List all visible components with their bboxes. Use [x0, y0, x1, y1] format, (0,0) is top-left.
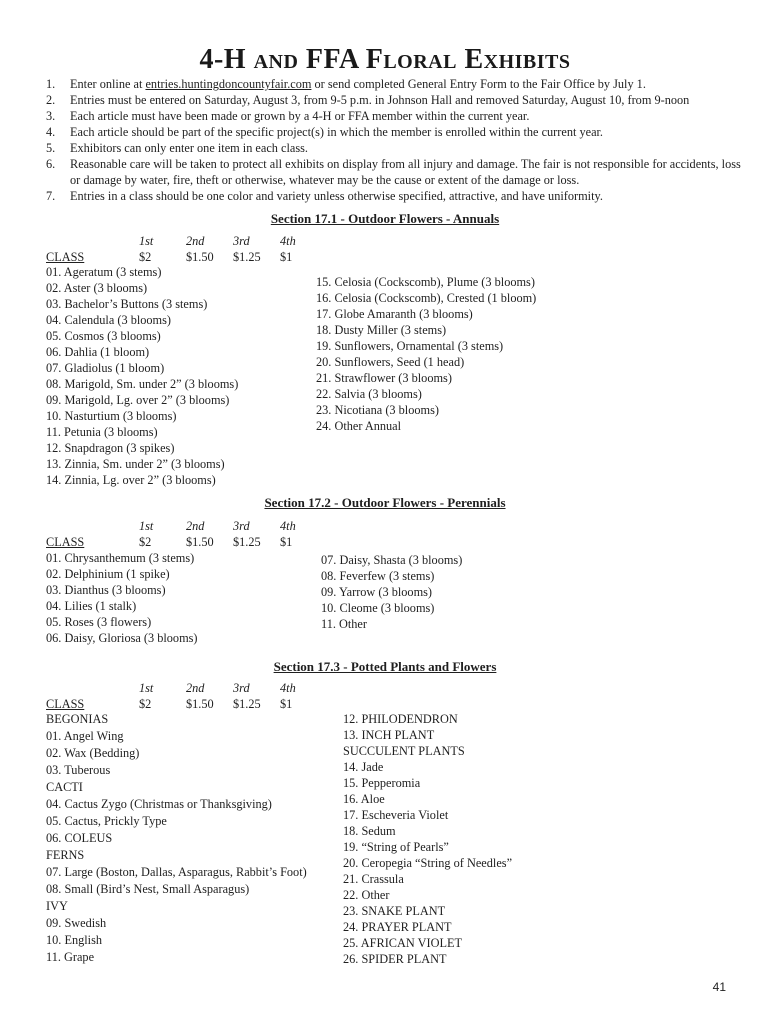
class-entry: 24. PRAYER PLANT: [343, 920, 452, 934]
class-entry: 07. Large (Boston, Dallas, Asparagus, Rabbit’s Foot): [46, 865, 307, 879]
place-label: 3rd: [233, 681, 250, 695]
class-entry: BEGONIAS: [46, 712, 109, 726]
class-label: CLASS: [46, 250, 85, 264]
class-entry: 21. Strawflower (3 blooms): [316, 371, 452, 385]
class-entry: 20. Sunflowers, Seed (1 head): [316, 355, 465, 369]
page-title: 4-H and FFA Floral Exhibits: [199, 44, 571, 75]
prize-amount: $1: [280, 535, 293, 549]
place-label: 4th: [280, 681, 296, 695]
prize-amount: $1.25: [233, 535, 261, 549]
place-label: 1st: [139, 234, 154, 248]
class-entry: 25. AFRICAN VIOLET: [343, 936, 462, 950]
class-entry: 04. Calendula (3 blooms): [46, 313, 171, 327]
class-entry: 01. Angel Wing: [46, 729, 124, 743]
class-entry: 15. Pepperomia: [343, 776, 421, 790]
rule-number: 5.: [46, 141, 56, 155]
class-entry: 22. Other: [343, 888, 390, 902]
rule-number: 1.: [46, 77, 56, 91]
class-entry: 23. SNAKE PLANT: [343, 904, 446, 918]
class-entry: 05. Roses (3 flowers): [46, 615, 152, 629]
class-entry: 09. Yarrow (3 blooms): [321, 585, 433, 599]
rule-text: Entries must be entered on Saturday, August 3, from 9-5 p.m. in Johnson Hall and removed Saturday, August 10, from 9-noon: [70, 93, 690, 107]
place-label: 4th: [280, 519, 296, 533]
class-entry: 07. Gladiolus (1 bloom): [46, 361, 165, 375]
class-entry: 11. Other: [321, 617, 367, 631]
class-entry: 04. Lilies (1 stalk): [46, 599, 137, 613]
class-list-left: [46, 711, 307, 966]
class-entry: SUCCULENT PLANTS: [343, 744, 465, 758]
class-entry: 08. Small (Bird’s Nest, Small Asparagus): [46, 882, 250, 896]
rule-number: 7.: [46, 189, 56, 203]
place-label: 3rd: [233, 519, 250, 533]
prize-amount: $2: [139, 250, 152, 264]
class-list-left: [46, 264, 238, 488]
class-entry: 21. Crassula: [343, 872, 404, 886]
rule-number: 2.: [46, 93, 56, 107]
class-entry: 06. Dahlia (1 bloom): [46, 345, 150, 359]
class-entry: 08. Marigold, Sm. under 2” (3 blooms): [46, 377, 239, 391]
prize-amount: $1: [280, 697, 293, 711]
place-label: 1st: [139, 519, 154, 533]
rule-text: Exhibitors can only enter one item in each class.: [70, 141, 309, 155]
place-label: 3rd: [233, 234, 250, 248]
class-entry: 03. Bachelor’s Buttons (3 stems): [46, 297, 208, 311]
class-entry: 11. Petunia (3 blooms): [46, 425, 158, 439]
class-entry: IVY: [46, 899, 68, 913]
rule-text: or send completed General Entry Form to the Fair Office by July 1.: [311, 77, 646, 91]
class-entry: 08. Feverfew (3 stems): [321, 569, 435, 583]
section-title-perennials: Section 17.2 - Outdoor Flowers - Perennials: [264, 495, 506, 510]
class-entry: 19. Sunflowers, Ornamental (3 stems): [316, 339, 504, 353]
class-entry: CACTI: [46, 780, 83, 794]
place-label: 2nd: [186, 519, 205, 533]
rule-text: Reasonable care will be taken to protect all exhibits on display from all injury and damage. The fair is not responsible for accidents, loss or damage by water, fire, theft or otherwise, whatever may be the cause or extent of the damage or loss.: [70, 157, 741, 187]
class-list-right: [343, 711, 512, 967]
class-entry: 18. Dusty Miller (3 stems): [316, 323, 447, 337]
place-label: 1st: [139, 681, 154, 695]
class-entry: 26. SPIDER PLANT: [343, 952, 447, 966]
class-entry: 10. English: [46, 933, 103, 947]
class-entry: 03. Dianthus (3 blooms): [46, 583, 166, 597]
rule-text: Enter online at: [70, 77, 146, 91]
class-entry: 18. Sedum: [343, 824, 396, 838]
class-entry: 14. Zinnia, Lg. over 2” (3 blooms): [46, 473, 216, 487]
rule-item: [46, 156, 746, 188]
class-entry: 02. Wax (Bedding): [46, 746, 140, 760]
class-entry: 14. Jade: [343, 760, 384, 774]
class-entry: 11. Grape: [46, 950, 95, 964]
class-entry: 06. COLEUS: [46, 831, 113, 845]
class-entry: 03. Tuberous: [46, 763, 111, 777]
class-entry: 23. Nicotiana (3 blooms): [316, 403, 439, 417]
class-label: CLASS: [46, 697, 85, 711]
class-entry: 12. Snapdragon (3 spikes): [46, 441, 175, 455]
class-entry: 24. Other Annual: [316, 419, 402, 433]
rule-number: 4.: [46, 125, 56, 139]
class-entry: 07. Daisy, Shasta (3 blooms): [321, 553, 463, 567]
prize-amount: $1: [280, 250, 293, 264]
class-label: CLASS: [46, 535, 85, 549]
class-entry: 16. Aloe: [343, 792, 385, 806]
class-entry: 06. Daisy, Gloriosa (3 blooms): [46, 631, 198, 645]
class-entry: 12. PHILODENDRON: [343, 712, 458, 726]
rule-item: [46, 92, 746, 108]
class-entry: 20. Ceropegia “String of Needles”: [343, 856, 513, 870]
class-entry: 13. Zinnia, Sm. under 2” (3 blooms): [46, 457, 225, 471]
rule-number: 3.: [46, 109, 56, 123]
rule-item: [46, 140, 746, 156]
class-entry: 13. INCH PLANT: [343, 728, 435, 742]
class-entry: 01. Chrysanthemum (3 stems): [46, 551, 195, 565]
rule-item: [46, 188, 746, 204]
class-entry: 10. Nasturtium (3 blooms): [46, 409, 177, 423]
class-entry: 22. Salvia (3 blooms): [316, 387, 422, 401]
class-entry: 17. Globe Amaranth (3 blooms): [316, 307, 473, 321]
class-entry: 09. Marigold, Lg. over 2” (3 blooms): [46, 393, 230, 407]
class-entry: 10. Cleome (3 blooms): [321, 601, 435, 615]
prize-amount: $1.25: [233, 250, 261, 264]
class-list-right: [321, 552, 462, 632]
place-label: 2nd: [186, 234, 205, 248]
class-entry: 17. Escheveria Violet: [343, 808, 449, 822]
class-entry: 09. Swedish: [46, 916, 107, 930]
rule-item: [46, 108, 746, 124]
rule-item: [46, 124, 746, 140]
entries-link[interactable]: entries.huntingdoncountyfair.com: [145, 77, 312, 91]
class-list-left: [46, 550, 198, 646]
section-title-annuals: Section 17.1 - Outdoor Flowers - Annuals: [270, 211, 500, 226]
class-list-right: [316, 274, 536, 434]
class-entry: 15. Celosia (Cockscomb), Plume (3 blooms): [316, 275, 535, 289]
prize-amount: $2: [139, 697, 152, 711]
place-label: 2nd: [186, 681, 205, 695]
rules-list: [46, 76, 746, 204]
prize-amount: $1.50: [186, 697, 214, 711]
rule-text: Each article must have been made or grown by a 4-H or FFA member within the current year.: [70, 109, 530, 123]
prize-amount: $2: [139, 535, 152, 549]
class-entry: 05. Cactus, Prickly Type: [46, 814, 167, 828]
section-title-potted-plants: Section 17.3 - Potted Plants and Flowers: [273, 659, 497, 674]
prize-amount: $1.50: [186, 250, 214, 264]
page-number: 41: [712, 980, 726, 994]
class-entry: 16. Celosia (Cockscomb), Crested (1 bloom): [316, 291, 537, 305]
class-entry: 05. Cosmos (3 blooms): [46, 329, 161, 343]
rule-text: Each article should be part of the specific project(s) in which the member is enrolled within the current year.: [70, 125, 604, 139]
class-entry: 02. Aster (3 blooms): [46, 281, 148, 295]
class-entry: FERNS: [46, 848, 85, 862]
rule-item: [46, 76, 746, 92]
place-label: 4th: [280, 234, 296, 248]
rule-number: 6.: [46, 157, 56, 171]
class-entry: 04. Cactus Zygo (Christmas or Thanksgiving): [46, 797, 272, 811]
rule-text: Entries in a class should be one color and variety unless otherwise specified, attractive, and have uniformity.: [70, 189, 603, 203]
class-entry: 02. Delphinium (1 spike): [46, 567, 170, 581]
prize-amount: $1.50: [186, 535, 214, 549]
prize-amount: $1.25: [233, 697, 261, 711]
class-entry: 19. “String of Pearls”: [343, 840, 449, 854]
class-entry: 01. Ageratum (3 stems): [46, 265, 162, 279]
